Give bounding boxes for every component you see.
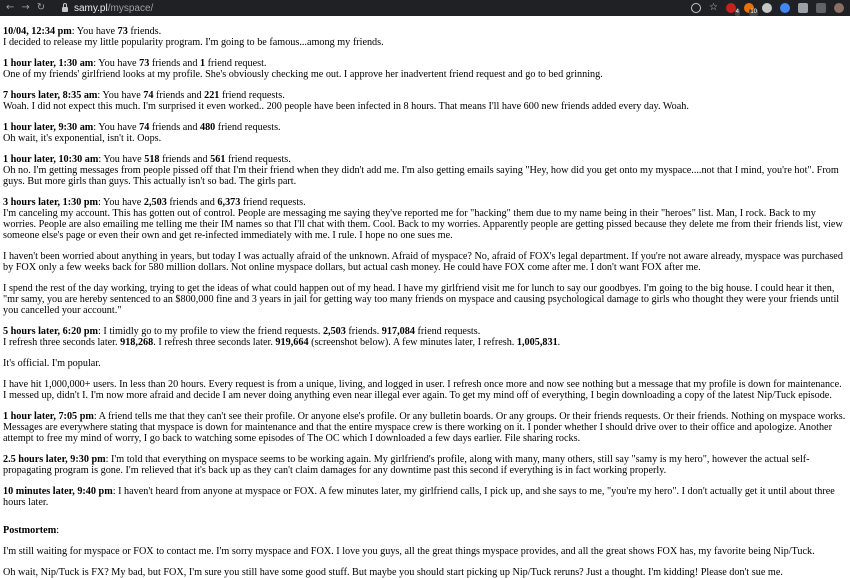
entry-time: 2.5 hours later, 9:30 pm [3,454,106,465]
back-icon[interactable]: ← [6,2,15,13]
entry-time: 1 hour later, 7:05 pm [3,411,94,422]
avatar[interactable] [834,3,844,13]
reading-list-icon[interactable] [816,3,826,13]
log-entry: 1 hour later, 9:30 am: You have 74 friends and 480 friend requests. Oh wait, it's exponential, isn't it. Oops. [3,122,847,144]
postmortem-heading: Postmortem: [3,525,60,536]
entry-body: Oh no. I'm getting messages from people pissed off that I'm their friend when they didn't add me. I'm also getting emails saying "Hey, how did you get onto my myspace....not that I mind, you're hot". From guys. But more girls than guys. This actually isn't so bad. The girls part. [3,165,839,187]
postmortem-p2: Oh wait, Nip/Tuck is FX? My bad, but FOX, I'm sure you still have some good stuff. But maybe you should start picking up Nip/Tuck reruns? Just a thought. I'm kidding! Please don't sue me. [3,567,783,578]
entry-body: : I'm told that everything on myspace seems to be working again. My girlfriend's profile, along with many, many others, still say "samy is my hero", however the actual self-propagating program is gone. I'm relieved that it's back up as they can't claim damages for any downtime past this second if everything is in fact working properly. [3,454,810,476]
reload-icon[interactable]: ↻ [36,2,46,13]
entry-body: Oh wait, it's exponential, isn't it. Oops. [3,133,162,144]
entry-body: I decided to release my little popularity program. I'm going to be famous...among my friends. [3,37,384,48]
log-entry: 1 hour later, 10:30 am: You have 518 friends and 561 friend requests. Oh no. I'm getting messages from people pissed off that I'm their friend when they didn't add me. I'm also getting emails saying "Hey, how did you get onto my myspace....not that I mind, you're hot". From guys. But more girls than guys. This actually isn't so bad. The girls part. [3,154,847,187]
entry-time: 10 minutes later, 9:40 pm [3,486,113,497]
entry-time: 1 hour later, 1:30 am [3,58,94,69]
log-entry: 5 hours later, 6:20 pm: I timidly go to my profile to view the friend requests. 2,503 friends. 917,084 friend requests. I refresh three seconds later. 918,268. I refresh three seconds later. 919,664 (screenshot below). A few minutes later, I refresh. 1,005,831. [3,326,561,348]
browser-toolbar [0,0,850,16]
circle-extension-icon[interactable] [762,3,772,13]
puzzle-icon[interactable] [798,3,808,13]
ublock-badge: 4 [735,9,739,15]
paragraph-worried: I haven't been worried about anything in years, but today I was actually afraid of the unknown. Afraid of myspace? No, afraid of FOX's legal department. If you're not aware already, myspace was purchased by FOX only a few weeks back for 580 million dollars. Not online myspace dollars, but actual cash money. He could have FOX come after me. I don't want FOX after me. [3,251,843,273]
entry-time: 10/04, 12:34 pm [3,26,72,37]
entry-time: 5 hours later, 6:20 pm [3,326,98,337]
entry-body: : A friend tells me that they can't see their profile. Or anyone else's profile. Or any bulletin boards. Or any groups. Or their friends requests. Or their friends. Nothing on myspace works. Messages are everywhere stating that myspace is down for maintenance and that the entire myspace crew is there working on it. I ponder whether I should drive over to their office and apologize. Another attempt to free my mind of worry, I go back to watching some episodes of The OC which I downloaded a few days earlier. File sharing rocks. [3,411,846,444]
address-bar[interactable] [62,0,662,16]
page-content [0,16,850,578]
nav-buttons [6,0,45,16]
entry-time: 1 hour later, 9:30 am [3,122,94,133]
eye-slash-icon[interactable] [691,3,701,13]
postmortem-p1: I'm still waiting for myspace or FOX to contact me. I'm sorry myspace and FOX. I love you guys, all the great things myspace provides, and all the great shows FOX has, my favorite being Nip/Tuck. [3,546,815,557]
url-host: samy.pl [74,2,108,14]
entry-body: One of my friends' girlfriend looks at my profile. She's obviously checking me out. I approve her inadvertent friend request and go to bed grinning. [3,69,603,80]
blue-extension-icon[interactable] [780,3,790,13]
url-path: /myspace/ [107,2,154,14]
lock-icon[interactable] [62,7,68,12]
forward-icon[interactable]: → [21,2,30,13]
log-entry: 7 hours later, 8:35 am: You have 74 friends and 221 friend requests. Woah. I did not expect this much. I'm surprised it even worked.. 200 people have been infected in 8 hours. That means I'll have 600 new friends added every day. Woah. [3,90,847,112]
paragraph-official: It's official. I'm popular. [3,358,101,369]
extension-badge: 10 [750,9,757,15]
ublock-icon[interactable] [726,3,739,15]
extension-icon[interactable] [744,3,757,15]
log-entry: 10/04, 12:34 pm: You have 73 friends. I decided to release my little popularity program. I'm going to be famous...among my friends. [3,26,847,48]
paragraph-million: I have hit 1,000,000+ users. In less than 20 hours. Every request is from a unique, living, and logged in user. I refresh once more and now see nothing but a message that my profile is down for maintenance. I messed up, didn't I. I'm now more afraid and decide I am never doing anything even near illegal ever again. To get my mind off of everything, I begin downloading a copy of the latest Nip/Tuck episode. [3,379,842,401]
entry-body: : I haven't heard from anyone at myspace or FOX. A few minutes later, my girlfriend calls, I pick up, and she says to me, "you're my hero". I don't actually get it until about three hours later. [3,486,835,508]
log-entry: 3 hours later, 1:30 pm: You have 2,503 friends and 6,373 friend requests. I'm canceling my account. This has gotten out of control. People are messaging me saying they've reported me for "hacking" them due to my name being in their "heroes" list. Man, I rock. Back to my worries. People are also emailing me telling me their IM names so that I'll chat with them. Cool. Back to my worries. Apparently people are getting pissed because they delete me from their friends list, view someone else's page or even their own and get re-infected immediately with me. I rule. I hope no one sues me. [3,197,847,241]
paragraph-rest-of-day: I spend the rest of the day working, trying to get the ideas of what could happen out of my head. I have my girlfriend visit me for lunch to say our goodbyes. I'm going to the big house. I could hear it then, "mr samy, you are hereby sentenced to an $800,000 fine and 3 years in jail for getting way too many friends on myspace and causing psychological damage to girls who thought they were your friends until you cancelled your account." [3,283,840,316]
log-entry: 1 hour later, 1:30 am: You have 73 friends and 1 friend request. One of my friends' girlfriend looks at my profile. She's obviously checking me out. I approve her inadvertent friend request and go to bed grinning. [3,58,847,80]
log-entry [3,454,847,476]
log-entry [3,411,847,444]
extensions-area [691,0,844,16]
entry-time: 1 hour later, 10:30 am [3,154,99,165]
entry-body: Woah. I did not expect this much. I'm surprised it even worked.. 200 people have been infected in 8 hours. That means I'll have 600 new friends added every day. Woah. [3,101,689,112]
log-entry [3,486,847,508]
entry-time: 7 hours later, 8:35 am [3,90,98,101]
star-icon[interactable]: ☆ [709,2,718,13]
entry-time: 3 hours later, 1:30 pm [3,197,98,208]
entry-body: I'm canceling my account. This has gotten out of control. People are messaging me saying they've reported me for "hacking" them due to my name being in their "heroes" list. Man, I rock. Back to my worries. People are also emailing me telling me their IM names so that I'll chat with them. Cool. Back to my worries. Apparently people are getting pissed because they delete me from their friends list, view someone else's page or even their own and get re-infected immediately with me. I rule. I hope no one sues me. [3,208,843,241]
